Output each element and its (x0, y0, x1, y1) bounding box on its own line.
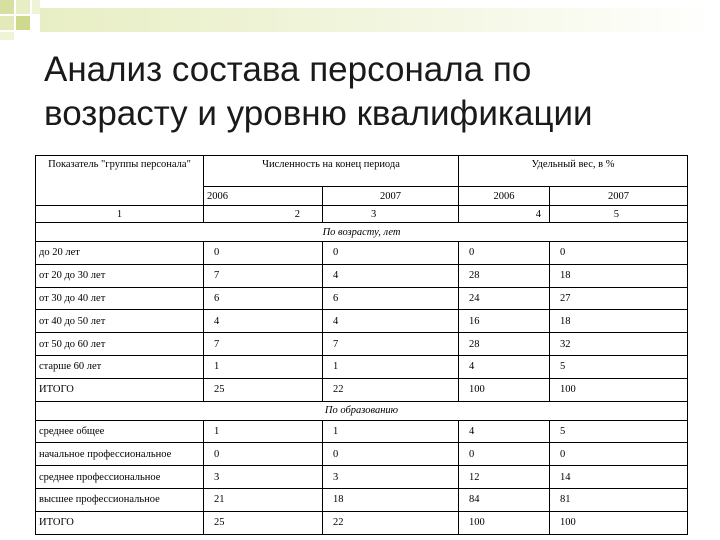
cell-count-2006: 4 (204, 310, 323, 333)
cell-count-2007: 4 (323, 310, 459, 333)
personnel-table (35, 155, 688, 535)
cell-share-2006: 84 (459, 488, 550, 511)
cell-share-2007: 14 (550, 466, 688, 489)
section-row-education (36, 401, 688, 420)
corner-decoration (0, 0, 720, 40)
row-label: ИТОГО (36, 511, 204, 534)
cell-share-2007: 100 (550, 378, 688, 401)
title-line-1: Анализ состава персонала по (44, 50, 532, 89)
table-row (36, 443, 688, 466)
indicator-header: Показатель "группы персонала" (36, 156, 204, 206)
table-row (36, 287, 688, 310)
cell-count-2006: 25 (204, 378, 323, 401)
col-number-5: 5 (550, 206, 688, 223)
cell-share-2006: 0 (459, 242, 550, 265)
cell-count-2006: 7 (204, 333, 323, 356)
cell-count-2006: 1 (204, 420, 323, 443)
cell-count-2006: 6 (204, 287, 323, 310)
cell-share-2006: 28 (459, 264, 550, 287)
cell-count-2007: 22 (323, 511, 459, 534)
section-row-age (36, 223, 688, 242)
col-number-3: 3 (323, 206, 459, 223)
header-row-1 (36, 156, 688, 187)
table-row (36, 264, 688, 287)
count-2006-header: 2006 (204, 187, 323, 206)
cell-share-2007: 0 (550, 443, 688, 466)
cell-share-2006: 12 (459, 466, 550, 489)
col-number-4: 4 (459, 206, 550, 223)
cell-count-2007: 6 (323, 287, 459, 310)
cell-count-2007: 0 (323, 242, 459, 265)
col-number-2: 2 (204, 206, 323, 223)
cell-share-2007: 5 (550, 355, 688, 378)
cell-share-2007: 32 (550, 333, 688, 356)
column-number-row (36, 206, 688, 223)
table-row (36, 333, 688, 356)
cell-share-2007: 18 (550, 264, 688, 287)
table-row-total (36, 511, 688, 534)
row-label: начальное профессиональное (36, 443, 204, 466)
row-label: старше 60 лет (36, 355, 204, 378)
cell-share-2006: 28 (459, 333, 550, 356)
row-label: среднее общее (36, 420, 204, 443)
share-2006-header: 2006 (459, 187, 550, 206)
row-label: от 30 до 40 лет (36, 287, 204, 310)
cell-share-2006: 100 (459, 511, 550, 534)
cell-count-2006: 21 (204, 488, 323, 511)
cell-count-2006: 0 (204, 242, 323, 265)
cell-share-2006: 0 (459, 443, 550, 466)
cell-share-2007: 5 (550, 420, 688, 443)
section-title-age: По возрасту, лет (36, 223, 688, 242)
cell-share-2006: 16 (459, 310, 550, 333)
count-2007-header: 2007 (323, 187, 459, 206)
count-group-header: Численность на конец периода (204, 156, 459, 187)
slide-title (44, 48, 704, 136)
cell-share-2006: 24 (459, 287, 550, 310)
cell-count-2007: 1 (323, 420, 459, 443)
title-line-2: возрасту и уровню квалификации (44, 94, 593, 133)
row-label: среднее профессиональное (36, 466, 204, 489)
row-label: до 20 лет (36, 242, 204, 265)
cell-share-2006: 100 (459, 378, 550, 401)
cell-share-2007: 100 (550, 511, 688, 534)
col-number-1: 1 (36, 206, 204, 223)
cell-count-2007: 0 (323, 443, 459, 466)
row-label: высшее профессиональное (36, 488, 204, 511)
table-row (36, 420, 688, 443)
table-row (36, 242, 688, 265)
table-row-total (36, 378, 688, 401)
cell-share-2007: 18 (550, 310, 688, 333)
cell-share-2007: 81 (550, 488, 688, 511)
table-row (36, 488, 688, 511)
cell-count-2006: 7 (204, 264, 323, 287)
cell-share-2006: 4 (459, 355, 550, 378)
cell-count-2007: 7 (323, 333, 459, 356)
cell-count-2006: 25 (204, 511, 323, 534)
section-title-education: По образованию (36, 401, 688, 420)
cell-share-2006: 4 (459, 420, 550, 443)
cell-count-2006: 0 (204, 443, 323, 466)
cell-count-2006: 3 (204, 466, 323, 489)
row-label: от 40 до 50 лет (36, 310, 204, 333)
cell-count-2007: 4 (323, 264, 459, 287)
row-label: от 50 до 60 лет (36, 333, 204, 356)
row-label: ИТОГО (36, 378, 204, 401)
cell-share-2007: 27 (550, 287, 688, 310)
share-group-header: Удельный вес, в % (459, 156, 688, 187)
share-2007-header: 2007 (550, 187, 688, 206)
cell-count-2007: 1 (323, 355, 459, 378)
cell-count-2007: 3 (323, 466, 459, 489)
cell-count-2007: 22 (323, 378, 459, 401)
cell-count-2007: 18 (323, 488, 459, 511)
table-row (36, 310, 688, 333)
table-row (36, 355, 688, 378)
row-label: от 20 до 30 лет (36, 264, 204, 287)
cell-count-2006: 1 (204, 355, 323, 378)
table-row (36, 466, 688, 489)
cell-share-2007: 0 (550, 242, 688, 265)
